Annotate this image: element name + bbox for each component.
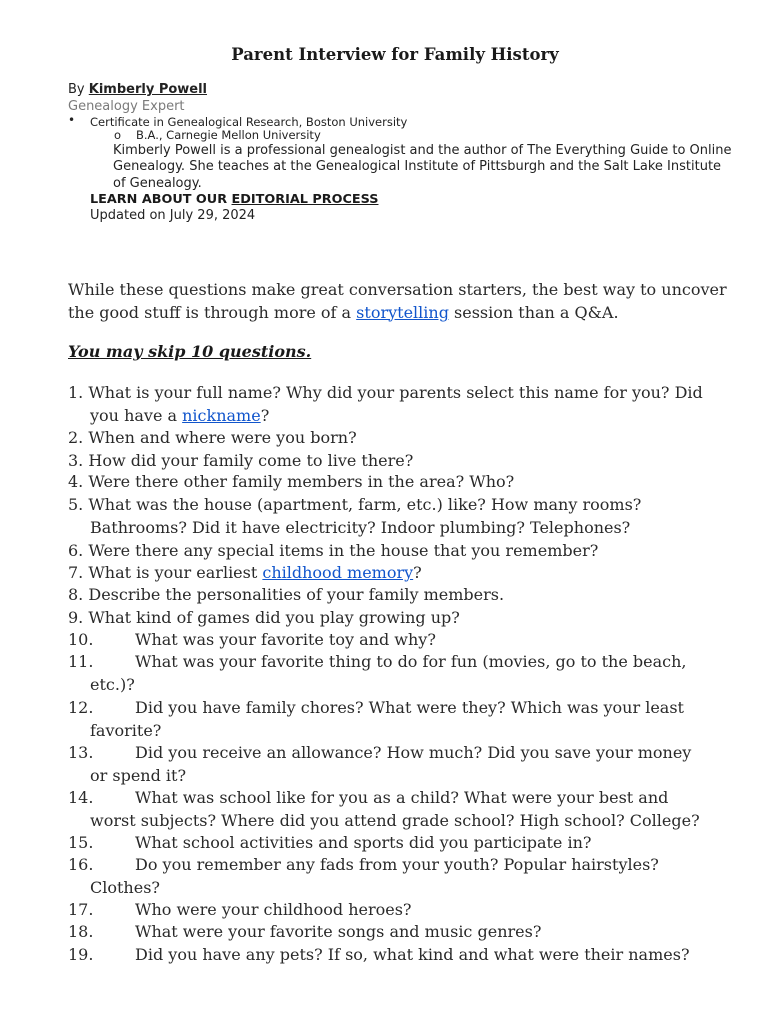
question-number: 15. [68, 833, 94, 852]
question-item [68, 494, 748, 539]
question-item [68, 944, 748, 967]
question-item [68, 651, 748, 696]
question-item [68, 562, 748, 585]
skip-note: You may skip 10 questions. [68, 342, 312, 361]
question-text: What was your favorite toy and why? [135, 630, 436, 649]
intro-text-after: session than a Q&A. [448, 302, 619, 322]
question-text: How did your family come to live there? [88, 451, 414, 470]
question-text: Did you have any pets? If so, what kind and what were their names? [135, 945, 690, 964]
question-item [68, 921, 748, 944]
author-link[interactable]: Kimberly Powell [88, 82, 208, 97]
question-number: 13. [68, 743, 94, 762]
byline [68, 82, 207, 97]
editorial-process-line [90, 192, 378, 207]
question-text: Describe the personalities of your family members. [88, 585, 505, 604]
question-text: Did you receive an allowance? How much? Did you save your money [135, 743, 692, 762]
question-number: 16. [68, 855, 94, 874]
question-text: What is your earliest [88, 563, 263, 582]
learn-prefix: LEARN ABOUT OUR [90, 192, 232, 207]
question-item [68, 471, 748, 494]
question-item [68, 832, 748, 855]
question-number: 6. [68, 541, 89, 560]
question-continuation: etc.)? [90, 674, 135, 694]
question-number: 18. [68, 922, 94, 941]
question-item [68, 742, 748, 787]
intro-text-before: While these questions make great conversation starters, the best way to uncover the good stuff is through more of a [68, 280, 727, 322]
question-item [68, 787, 748, 832]
question-number: 5. [68, 495, 89, 514]
question-text: Do you remember any fads from your youth? Popular hairstyles? [135, 855, 659, 874]
question-text: Who were your childhood heroes? [135, 900, 412, 919]
question-number: 4. [68, 472, 89, 491]
question-number: 10. [68, 630, 94, 649]
question-text: Were there other family members in the area? Who? [88, 472, 515, 491]
nickname-link[interactable]: nickname [182, 405, 261, 425]
question-continuation: worst subjects? Where did you attend grade school? High school? College? [90, 810, 700, 830]
question-continuation: favorite? [90, 720, 162, 740]
question-number: 19. [68, 945, 94, 964]
credential-sub-bullet [114, 128, 321, 142]
question-text: What is your full name? Why did your parents select this name for you? Did [88, 383, 703, 402]
question-item [68, 607, 748, 630]
question-number: 14. [68, 788, 94, 807]
question-number: 12. [68, 698, 94, 717]
question-text: ? [260, 405, 270, 425]
question-text: Were there any special items in the house that you remember? [88, 541, 599, 560]
updated-date: Updated on July 29, 2024 [90, 208, 256, 223]
question-text: ? [413, 563, 422, 582]
question-item [68, 450, 748, 473]
bullet-glyph: • [68, 113, 76, 127]
childhood-memory-link[interactable]: childhood memory [262, 563, 414, 582]
question-text: What school activities and sports did you participate in? [135, 833, 592, 852]
question-number: 17. [68, 900, 94, 919]
storytelling-link[interactable]: storytelling [356, 302, 449, 322]
question-item [68, 629, 748, 652]
question-text: What kind of games did you play growing up? [88, 608, 460, 627]
question-item [68, 427, 748, 450]
question-item [68, 540, 748, 563]
question-text: you have a [90, 405, 183, 425]
question-text: When and where were you born? [88, 428, 357, 447]
question-text: What was your favorite thing to do for fun (movies, go to the beach, [135, 652, 687, 671]
credential-certificate: Certificate in Genealogical Research, Boston University [90, 115, 408, 129]
question-item [68, 697, 748, 742]
author-role: Genealogy Expert [68, 99, 185, 114]
question-number: 11. [68, 652, 94, 671]
document-title: Parent Interview for Family History [231, 45, 559, 64]
question-number: 8. [68, 585, 89, 604]
question-number: 7. [68, 563, 89, 582]
question-item [68, 854, 748, 899]
question-text: What was school like for you as a child? What were your best and [135, 788, 669, 807]
question-continuation: or spend it? [90, 765, 187, 785]
question-text: What was the house (apartment, farm, etc.) like? How many rooms? [88, 495, 642, 514]
question-item [68, 899, 748, 922]
intro-paragraph [68, 279, 738, 324]
editorial-process-link[interactable]: EDITORIAL PROCESS [231, 192, 379, 207]
question-continuation: Bathrooms? Did it have electricity? Indoor plumbing? Telephones? [90, 517, 631, 537]
question-text: What were your favorite songs and music genres? [135, 922, 542, 941]
credential-degree: B.A., Carnegie Mellon University [136, 128, 321, 142]
question-number: 3. [68, 451, 89, 470]
question-item [68, 382, 748, 427]
question-text: Did you have family chores? What were they? Which was your least [135, 698, 684, 717]
sub-bullet-glyph: o [114, 128, 122, 142]
question-continuation [68, 405, 748, 428]
byline-prefix: By [68, 82, 89, 97]
author-bio: Kimberly Powell is a professional genealogist and the author of The Everything Guide to Online Genealogy. She teaches at the Genealogical Institute of Pittsburgh and the Salt Lake Institute of Genealogy. [113, 143, 732, 191]
question-number: 1. [68, 383, 89, 402]
question-number: 2. [68, 428, 89, 447]
question-number: 9. [68, 608, 89, 627]
question-item [68, 584, 748, 607]
question-continuation: Clothes? [90, 877, 160, 897]
